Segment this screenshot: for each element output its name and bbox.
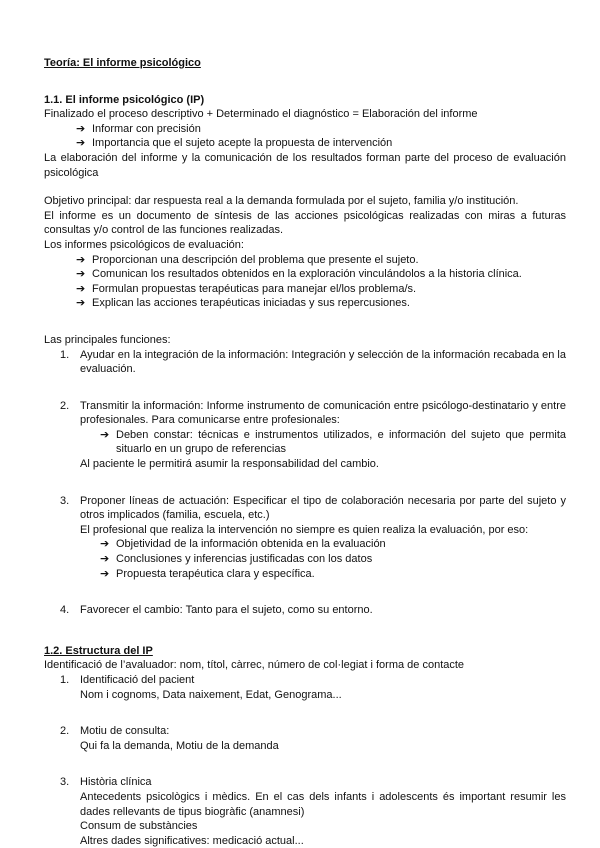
estructura-list [44,673,566,848]
funciones-list [44,348,566,618]
list-item: ➔ Proporcionan una descripción del problema que presente el sujeto. [76,253,419,266]
arrow-icon: ➔ [76,253,86,266]
estructura-item-1: 1. Identificació del pacient Nom i cognoms, Data naixement, Edat, Genograma... [60,674,342,701]
list-item: ➔ Explican las acciones terapéuticas iniciadas y sus repercusiones. [76,297,410,310]
list-item: ➔ Formulan propuestas terapéuticas para manejar el/los problema/s. [76,282,417,295]
funciones-label: Las principales funciones: [44,333,171,346]
list-item: ➔ Comunican los resultados obtenidos en la exploración vinculándolos a la historia clínica. [76,268,522,281]
estructura-intro: Identificació de l’avaluador: nom, títol, càrrec, número de col·legiat i forma de contacte [44,659,465,672]
section-heading-estructura: 1.2. Estructura del IP [44,644,153,657]
funcion-item-2: 2. Transmitir la información: Informe instrumento de comunicación entre psicólogo-destinatario y entre profesionales. Para comunicarse entre profesionales: ➔ Deben constar: técnicas e instrumentos utilizados, e información del sujeto que permita situarlo en un grupo de referencias Al paciente le permitirá asumir la responsabilidad del cambio. [60,399,566,471]
arrow-icon: ➔ [76,137,86,150]
arrow-icon: ➔ [76,297,86,310]
paragraph-objetivo: Objetivo principal: dar respuesta real a la demanda formulada por el sujeto, familia y/o institución. [44,195,519,208]
list-item: ➔ Objetividad de la información obtenida en la evaluación [100,538,386,551]
informes-label: Los informes psicológicos de evaluación: [44,238,244,251]
intro-line: Finalizado el proceso descriptivo + Determinado el diagnóstico = Elaboración del informe [44,108,478,121]
list-item: ➔ Propuesta terapéutica clara y específica. [100,567,315,580]
arrow-icon: ➔ [76,282,86,295]
funcion-3-sub [80,537,566,581]
funcion-2-sub [80,428,566,457]
arrow-icon: ➔ [100,553,110,566]
intro-bullets [44,122,566,151]
estructura-item-2: 2. Motiu de consulta: Qui fa la demanda, Motiu de la demanda [60,725,279,752]
section-heading-informe: 1.1. El informe psicológico (IP) [44,93,205,106]
arrow-icon: ➔ [100,428,110,441]
paragraph-definicion: El informe es un documento de síntesis de las acciones psicológicas realizadas con miras a futuras consultas y/o control de las funciones realizadas. [44,209,566,237]
funcion-item-3: 3. Proponer líneas de actuación: Especificar el tipo de colaboración necesaria por parte del sujeto y otros implicados (familia, escuela, etc.) El profesional que realiza la intervención no siempre es quien realiza la evaluación, por eso: ➔ Objetividad de la información obtenida en la evaluación ➔ Conclusiones y inferencias justificadas con los datos ➔ Propuesta terapéutica clara y específica. [60,494,566,580]
informes-bullets [44,253,566,311]
list-item: ➔ Importancia que el sujeto acepte la propuesta de intervención [76,137,393,150]
list-item: ➔ Conclusiones y inferencias justificadas con los datos [100,553,373,566]
list-item: ➔ Informar con precisión [76,122,201,135]
funcion-item-4: 4. Favorecer el cambio: Tanto para el sujeto, como su entorno. [60,604,373,617]
arrow-icon: ➔ [100,538,110,551]
paragraph-elaboracion: La elaboración del informe y la comunicación de los resultados forman parte del proceso de evaluación psicológica [44,151,566,179]
arrow-icon: ➔ [76,268,86,281]
arrow-icon: ➔ [76,122,86,135]
funcion-item-1: 1. Ayudar en la integración de la información: Integración y selección de la información recabada en la evaluación. [60,348,566,376]
estructura-item-3: 3. Història clínica Antecedents psicològics i mèdics. En el cas dels infants i adolescents és important resumir les dades rellevants de tipus biogràfic (anamnesi) Consum de substàncies Altres dades significatives: medicació actual... [60,776,566,847]
document-title: Teoría: El informe psicológico [44,57,201,69]
list-item: ➔ Deben constar: técnicas e instrumentos utilizados, e información del sujeto que permita situarlo en un grupo de referencias [100,428,566,456]
arrow-icon: ➔ [100,567,110,580]
